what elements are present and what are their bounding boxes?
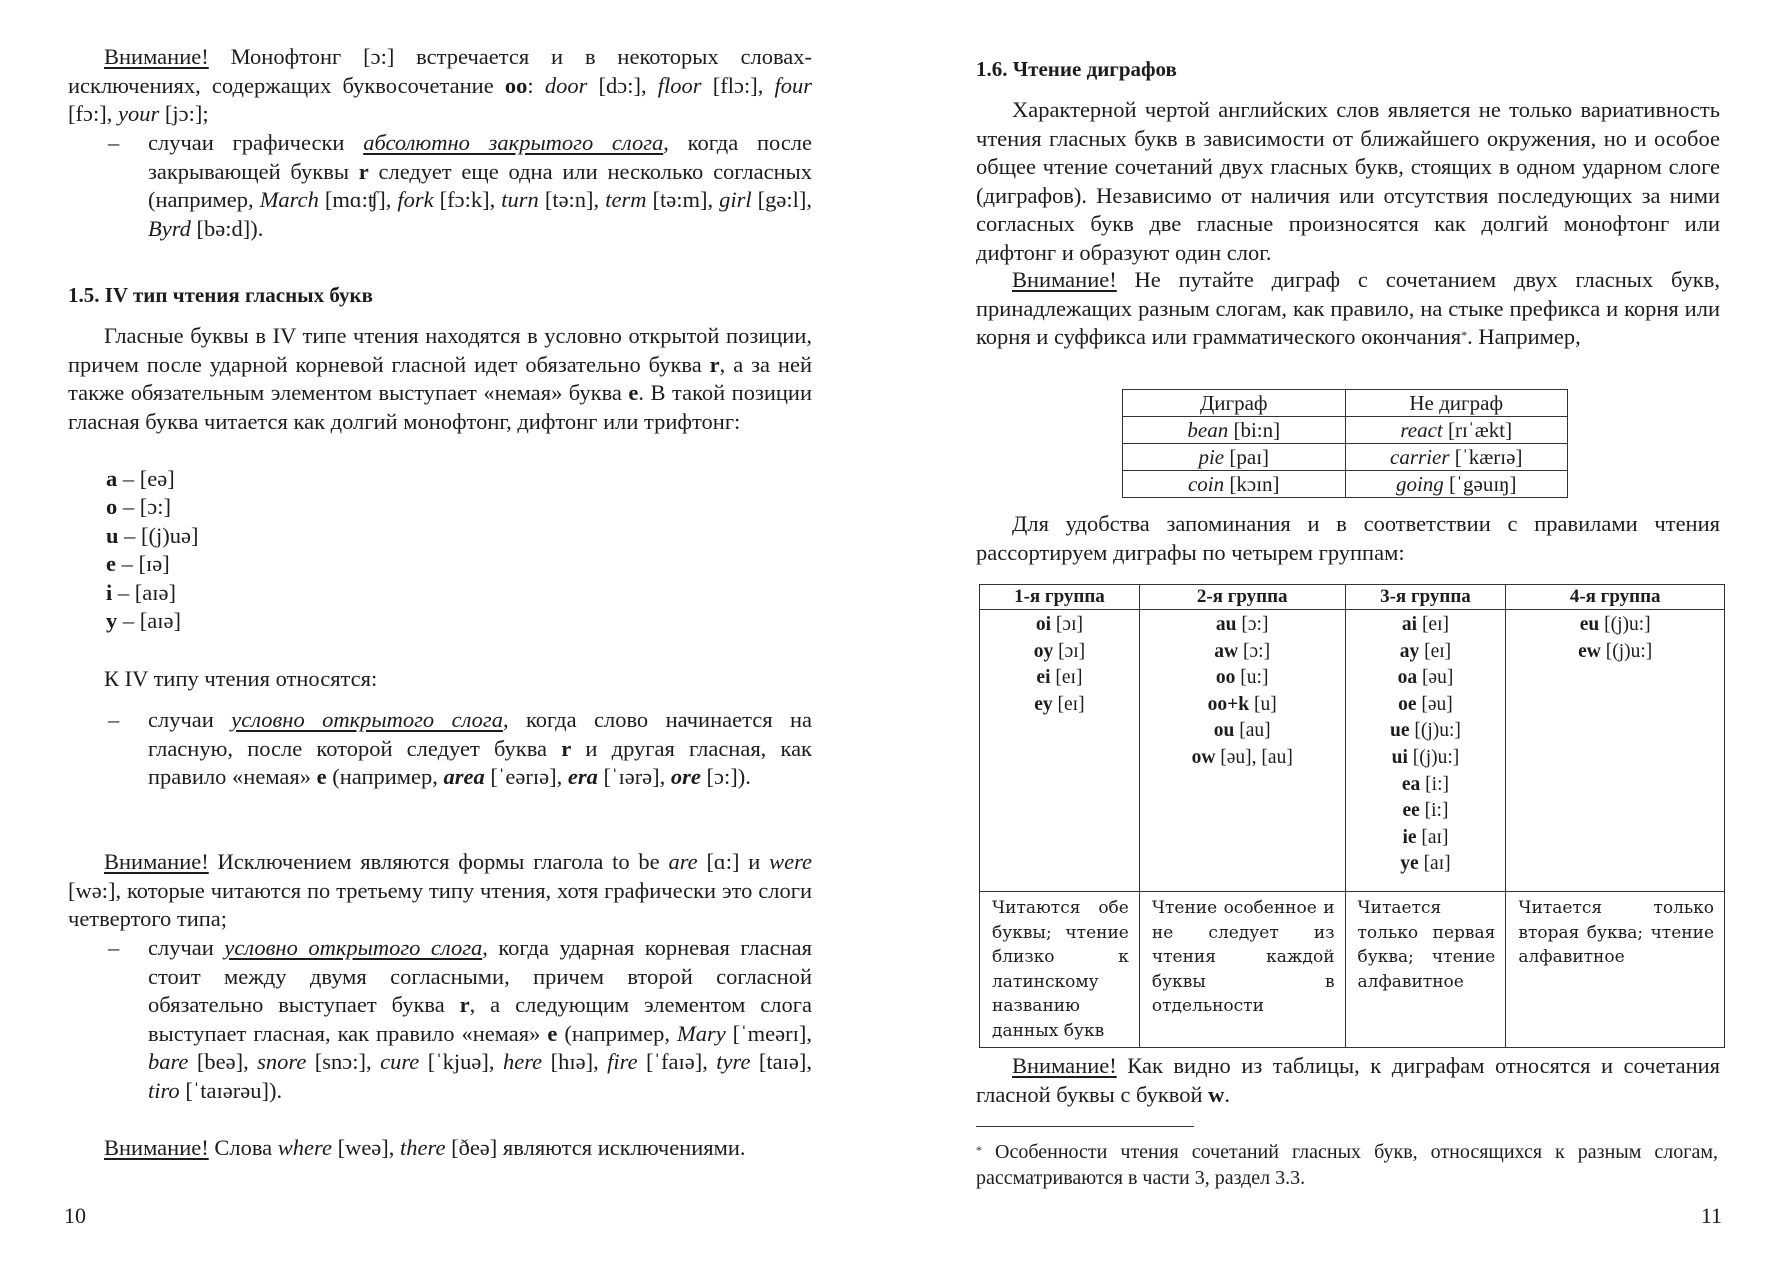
page-number: 11 bbox=[1700, 1203, 1722, 1228]
digraph-groups-table bbox=[979, 584, 1725, 1048]
digraph: ie bbox=[1402, 826, 1417, 848]
column-header: Не диграф bbox=[1345, 390, 1568, 417]
digraph: aw bbox=[1214, 640, 1239, 662]
group-description: Читается только вторая буква; чтение алфавитное bbox=[1518, 898, 1714, 967]
list-item-open-syllable-consonants: – случаи условно открытого слога, когда ударная корневая гласная стоит между двумя согласными, причем второй согласной обязательно выступает буква r, а следующим элементом слога выступает гласная, как правило «немая» e (например, Mary [ˈmeərɪ], bare [beə], snore [snɔ:], cure [ˈkjuə], here [hɪə], fire [ˈfaɪə], tyre [taɪə], tiro [ˈtaɪərəu]). bbox=[108, 935, 813, 1103]
group-description-cell bbox=[1345, 892, 1506, 1048]
transcription: [əu], [au] bbox=[1215, 746, 1293, 768]
group-cell bbox=[980, 610, 1140, 892]
digraph: oi bbox=[1035, 614, 1052, 635]
digraph-item bbox=[1346, 639, 1506, 666]
digraph-item bbox=[980, 692, 1139, 719]
digraph-item bbox=[1506, 612, 1724, 639]
transcription: [əu] bbox=[1416, 693, 1453, 715]
term-link: абсолютно закрытого слога bbox=[363, 130, 664, 155]
footnote: * Особенности чтения сочетаний гласных букв, относящихся к разным слогам, рассматриваются в части 3, раздел 3.3. bbox=[976, 1141, 1718, 1189]
example-word: coin bbox=[1187, 472, 1225, 496]
digraph: ay bbox=[1399, 640, 1420, 662]
transcription: [ɔ:] bbox=[1238, 640, 1271, 662]
section-heading-1-6: 1.6. Чтение диграфов bbox=[976, 57, 1177, 81]
dash-bullet: – bbox=[108, 935, 120, 960]
paragraph-type-iv-includes: К IV типу чтения относятся: bbox=[104, 666, 378, 691]
digraph-item bbox=[1346, 612, 1506, 639]
digraph-item bbox=[1346, 851, 1506, 878]
transcription: [aɪ] bbox=[1416, 826, 1449, 848]
attention-label: Внимание! bbox=[1012, 1053, 1117, 1078]
digraph: ye bbox=[1400, 853, 1419, 875]
digraph-comparison-table bbox=[1122, 389, 1568, 498]
footnote-divider bbox=[976, 1126, 1194, 1127]
transcription: [(j)u:] bbox=[1409, 720, 1461, 742]
digraph-item bbox=[1346, 798, 1506, 825]
column-header: 4-я группа bbox=[1506, 585, 1725, 610]
digraph-item bbox=[980, 612, 1139, 639]
transcription: [ˈgəuɪŋ] bbox=[1443, 472, 1517, 496]
digraph-item bbox=[1140, 612, 1345, 639]
paragraph-attention-to-be: Внимание! Исключением являются формы глагола to be are [ɑ:] и were [wə:], которые читаются по третьему типу чтения, хотя графически это слоги четвертого типа; bbox=[68, 849, 812, 932]
digraph: oy bbox=[1033, 640, 1054, 662]
transcription: [(j)u:] bbox=[1407, 746, 1460, 768]
transcription: [i:] bbox=[1420, 773, 1449, 795]
digraph-item bbox=[1346, 772, 1506, 799]
transcription: [eɪ] bbox=[1052, 693, 1085, 715]
digraph: ou bbox=[1213, 720, 1235, 742]
example-word: bean bbox=[1187, 418, 1229, 442]
column-header: 1-я группа bbox=[980, 585, 1140, 610]
digraph: ea bbox=[1401, 773, 1421, 795]
transcription: [ɔ:] bbox=[1236, 614, 1269, 635]
digraph-item bbox=[1140, 639, 1345, 666]
transcription: [bi:n] bbox=[1228, 418, 1281, 442]
digraph: eu bbox=[1579, 614, 1600, 635]
table-row bbox=[1123, 471, 1568, 498]
paragraph-type-iv: Гласные буквы в IV типе чтения находятся в условно открытой позиции, причем после ударной корневой гласной идет обязательно буква r, а за ней также обязательным элементом выступает «немая» буква e. В такой позиции гласная буква читается как долгий монофтонг, дифтонг или трифтонг: bbox=[68, 323, 812, 434]
term-link: условно открытого слога bbox=[231, 707, 503, 732]
digraph: au bbox=[1215, 614, 1237, 635]
vowel-sound: – [ɔ:] bbox=[117, 494, 171, 520]
vowel-list-item bbox=[106, 493, 198, 521]
dash-bullet: – bbox=[108, 707, 120, 732]
vowel-sound: – [ɪə] bbox=[116, 551, 170, 577]
table-cell bbox=[1123, 417, 1346, 444]
example-word: pie bbox=[1198, 445, 1225, 469]
footnote-marker: * bbox=[976, 1143, 982, 1157]
digraph: ey bbox=[1034, 693, 1053, 715]
vowel-letter: i bbox=[106, 579, 113, 605]
digraph-item bbox=[980, 665, 1139, 692]
term-link: условно открытого слога bbox=[224, 935, 483, 960]
transcription: [(j)u:] bbox=[1600, 640, 1653, 662]
digraph: ui bbox=[1391, 746, 1408, 768]
transcription: [ˈkærɪə] bbox=[1449, 445, 1523, 469]
paragraph-attention-monophthong: Внимание! Монофтонг [ɔ:] встречается и в некоторых словах-исключениях, содержащих буквосочетание oo: door [dɔ:], floor [flɔ:], four [fɔ:], your [jɔ:]; bbox=[68, 44, 813, 127]
vowel-list-item bbox=[106, 607, 198, 635]
digraph-item bbox=[1346, 825, 1506, 852]
paragraph-attention-where-there: Внимание! Слова where [weə], there [ðeə] являются исключениями. bbox=[104, 1135, 746, 1160]
digraph-item bbox=[1506, 639, 1724, 666]
paragraph-digraph-intro: Характерной чертой английских слов является не только вариативность чтения гласных букв в зависимости от ближайшего окружения, но и особое общее чтение сочетаний двух гласных букв, стоящих в одном ударном слоге (диграфов). Независимо от наличия или отсутствия последующих за ними согласных букв две гласные произносятся как долгий монофтонг или дифтонг и образуют один слог. bbox=[976, 97, 1720, 265]
attention-label: Внимание! bbox=[1012, 267, 1117, 292]
attention-label: Внимание! bbox=[104, 849, 209, 874]
digraph: ew bbox=[1578, 640, 1601, 662]
page-number: 10 bbox=[64, 1203, 86, 1228]
transcription: [(j)u:] bbox=[1599, 614, 1651, 635]
section-heading-1-5: 1.5. IV тип чтения гласных букв bbox=[68, 283, 373, 307]
table-row bbox=[1123, 417, 1568, 444]
vowel-sound: – [eə] bbox=[117, 466, 175, 491]
column-header: 2-я группа bbox=[1139, 585, 1345, 610]
table-cell bbox=[1123, 444, 1346, 471]
table-cell bbox=[1345, 471, 1568, 498]
vowel-sound: – [aɪə] bbox=[117, 608, 181, 634]
vowel-letter: e bbox=[106, 551, 116, 577]
table-cell bbox=[1123, 471, 1346, 498]
transcription: [u:] bbox=[1235, 667, 1269, 689]
transcription: [paɪ] bbox=[1224, 445, 1270, 469]
transcription: [aɪ] bbox=[1418, 853, 1451, 875]
list-item-open-syllable-vowel-start: – случаи условно открытого слога, когда слово начинается на гласную, после которой следует буква r и другая гласная, как правило «немая» e (например, area [ˈeərɪə], era [ˈɪərə], ore [ɔ:]). bbox=[108, 707, 812, 790]
list-item-closed-syllable: – случаи графически абсолютно закрытого слога, когда после закрывающей буквы r следует еще одна или несколько согласных (например, March [mɑ:ʧ], fork [fɔ:k], turn [tə:n], term [tə:m], girl [gə:l], Byrd [bə:d]). bbox=[108, 130, 813, 241]
attention-label: Внимание! bbox=[104, 44, 209, 69]
vowel-letter: a bbox=[106, 466, 118, 491]
example-word: react bbox=[1400, 418, 1443, 442]
transcription: [ɔɪ] bbox=[1053, 640, 1086, 662]
footnote-marker: * bbox=[1461, 328, 1468, 343]
digraph-item bbox=[1140, 745, 1345, 772]
transcription: [i:] bbox=[1419, 800, 1449, 822]
transcription: [ɔɪ] bbox=[1051, 614, 1083, 635]
digraph-item bbox=[1346, 692, 1506, 719]
transcription: [u] bbox=[1249, 693, 1277, 715]
transcription: [eɪ] bbox=[1417, 614, 1449, 635]
vowel-list-item bbox=[106, 465, 198, 493]
transcription: [əu] bbox=[1417, 667, 1454, 689]
vowel-list-item bbox=[106, 550, 198, 578]
transcription: [kɔɪn] bbox=[1224, 472, 1280, 496]
table-cell bbox=[1345, 444, 1568, 471]
vowel-list-item bbox=[106, 522, 198, 550]
vowel-letter: u bbox=[106, 522, 119, 548]
paragraph-attention-digraph: Внимание! Не путайте диграф с сочетанием двух гласных букв, принадлежащих разным слогам, как правило, на стыке префикса и корня или корня и суффикса или грамматического окончания*. Например, bbox=[976, 267, 1720, 350]
group-cell bbox=[1345, 610, 1506, 892]
vowel-letter: y bbox=[106, 608, 118, 634]
group-description: Читаются обе буквы; чтение близко к латинскому названию данных букв bbox=[992, 898, 1129, 1041]
table-row bbox=[1123, 444, 1568, 471]
vowel-letter: o bbox=[106, 494, 118, 520]
group-description: Читается только первая буква; чтение алфавитное bbox=[1357, 898, 1496, 992]
digraph: ee bbox=[1402, 800, 1420, 822]
digraph-item bbox=[1346, 745, 1506, 772]
digraph: ue bbox=[1389, 720, 1410, 742]
attention-label: Внимание! bbox=[104, 1135, 209, 1160]
digraph: oe bbox=[1398, 693, 1417, 715]
column-header: Диграф bbox=[1123, 390, 1346, 417]
digraph-item bbox=[980, 639, 1139, 666]
group-description-cell bbox=[980, 892, 1140, 1048]
digraph-item bbox=[1140, 718, 1345, 745]
group-description-cell bbox=[1506, 892, 1725, 1048]
table-cell bbox=[1345, 417, 1568, 444]
vowel-list-item bbox=[106, 579, 198, 607]
digraph-item bbox=[1346, 718, 1506, 745]
table-row bbox=[980, 610, 1725, 892]
transcription: [eɪ] bbox=[1419, 640, 1452, 662]
digraph: oo bbox=[1215, 667, 1236, 689]
digraph: ei bbox=[1036, 667, 1051, 689]
digraph: ai bbox=[1401, 614, 1418, 635]
table-row bbox=[980, 892, 1725, 1048]
transcription: [eɪ] bbox=[1050, 667, 1083, 689]
group-cell bbox=[1139, 610, 1345, 892]
group-cell bbox=[1506, 610, 1725, 892]
transcription: [rɪˈækt] bbox=[1442, 418, 1513, 442]
digraph-item bbox=[1140, 665, 1345, 692]
example-word: going bbox=[1395, 472, 1444, 496]
paragraph-attention-w: Внимание! Как видно из таблицы, к диграфам относятся и сочетания гласной буквы с буквой w. bbox=[976, 1053, 1720, 1107]
digraph: oa bbox=[1397, 667, 1418, 689]
digraph-item bbox=[1140, 692, 1345, 719]
digraph: ow bbox=[1191, 746, 1216, 768]
transcription: [au] bbox=[1234, 720, 1271, 742]
group-description-cell bbox=[1139, 892, 1345, 1048]
vowel-sound: – [(j)uə] bbox=[118, 522, 199, 548]
paragraph-groups-intro: Для удобства запоминания и в соответствии с правилами чтения рассортируем диграфы по четырем группам: bbox=[976, 511, 1720, 565]
column-header: 3-я группа bbox=[1345, 585, 1506, 610]
example-word: carrier bbox=[1390, 445, 1450, 469]
vowel-sound: – [aɪə] bbox=[112, 579, 176, 605]
digraph-item bbox=[1346, 665, 1506, 692]
vowel-list bbox=[68, 465, 198, 635]
group-description: Чтение особенное и не следует из чтения каждой буквы в отдельности bbox=[1151, 898, 1335, 1016]
digraph: oo+k bbox=[1207, 693, 1250, 715]
dash-bullet: – bbox=[108, 130, 120, 155]
